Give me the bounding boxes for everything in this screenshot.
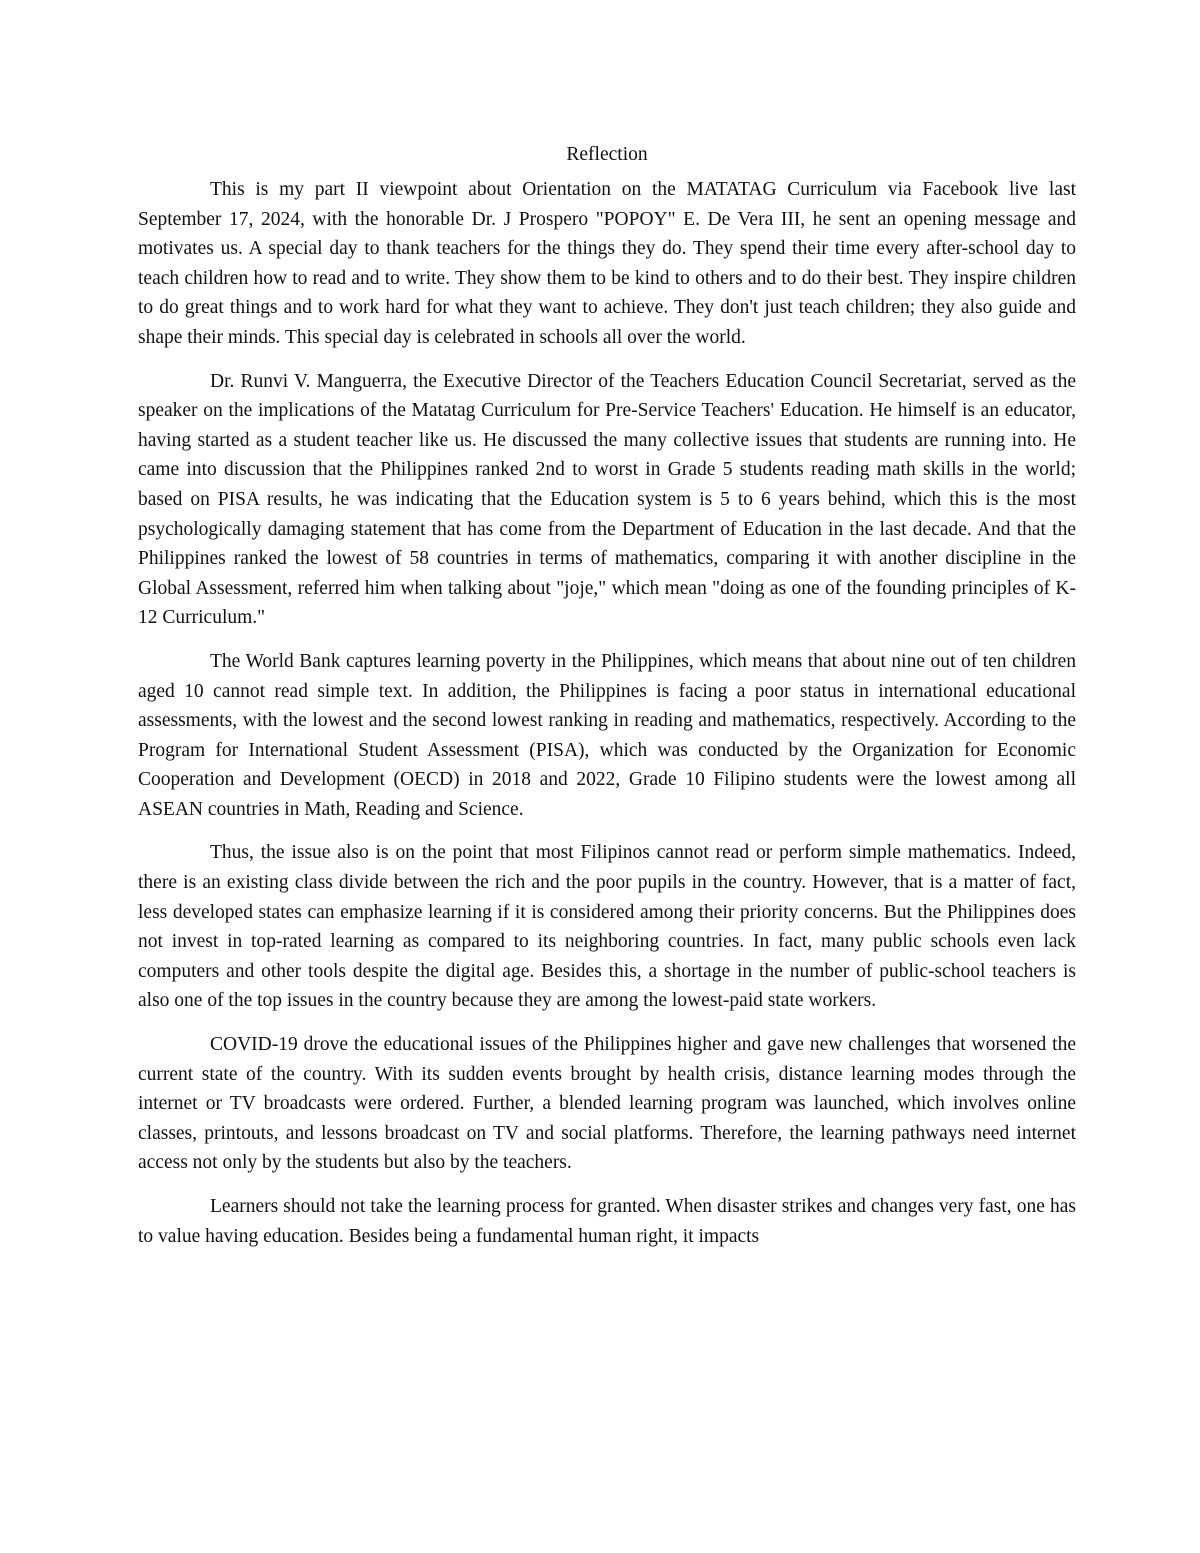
- paragraph-4: Thus, the issue also is on the point that most Filipinos cannot read or perform simple mathematics. Indeed, there is an existing class divide between the rich and the poor pupils in the country. However, that is a matter of fact, less developed states can emphasize learning if it is considered among their priority concerns. But the Philippines does not invest in top-rated learning as compared to its neighboring countries. In fact, many public schools even lack computers and other tools despite the digital age. Besides this, a shortage in the number of public-school teachers is also one of the top issues in the country because they are among the lowest-paid state workers.: [138, 842, 1076, 1012]
- document-title: Reflection: [566, 144, 648, 165]
- paragraph-6: Learners should not take the learning process for granted. When disaster strikes and changes very fast, one has to value having education. Besides being a fundamental human right, it impacts: [138, 1196, 1076, 1247]
- paragraph-5: COVID-19 drove the educational issues of the Philippines higher and gave new challenges that worsened the current state of the country. With its sudden events brought by health crisis, distance learning modes through the internet or TV broadcasts were ordered. Further, a blended learning program was launched, which involves online classes, printouts, and lessons broadcast on TV and social platforms. Therefore, the learning pathways need internet access not only by the students but also by the teachers.: [138, 1034, 1076, 1174]
- paragraph-3: The World Bank captures learning poverty in the Philippines, which means that about nine out of ten children aged 10 cannot read simple text. In addition, the Philippines is facing a poor status in international educational assessments, with the lowest and the second lowest ranking in reading and mathematics, respectively. According to the Program for International Student Assessment (PISA), which was conducted by the Organization for Economic Cooperation and Development (OECD) in 2018 and 2022, Grade 10 Filipino students were the lowest among all ASEAN countries in Math, Reading and Science.: [138, 650, 1076, 820]
- document-page: [138, 140, 1076, 1265]
- paragraph-2: Dr. Runvi V. Manguerra, the Executive Director of the Teachers Education Council Secretariat, served as the speaker on the implications of the Matatag Curriculum for Pre-Service Teachers' Education. He himself is an educator, having started as a student teacher like us. He discussed the many collective issues that students are running into. He came into discussion that the Philippines ranked 2nd to worst in Grade 5 students reading math skills in the world; based on PISA results, he was indicating that the Education system is 5 to 6 years behind, which this is the most psychologically damaging statement that has come from the Department of Education in the last decade. And that the Philippines ranked the lowest of 58 countries in terms of mathematics, comparing it with another discipline in the Global Assessment, referred him when talking about "joje," which mean "doing as one of the founding principles of K-12 Curriculum.": [138, 370, 1076, 629]
- paragraph-1: This is my part II viewpoint about Orientation on the MATATAG Curriculum via Facebook live last September 17, 2024, with the honorable Dr. J Prospero "POPOY" E. De Vera III, he sent an opening message and motivates us. A special day to thank teachers for the things they do. They spend their time every after-school day to teach children how to read and to write. They show them to be kind to others and to do their best. They inspire children to do great things and to work hard for what they want to achieve. They don't just teach children; they also guide and shape their minds. This special day is celebrated in schools all over the world.: [138, 179, 1076, 348]
